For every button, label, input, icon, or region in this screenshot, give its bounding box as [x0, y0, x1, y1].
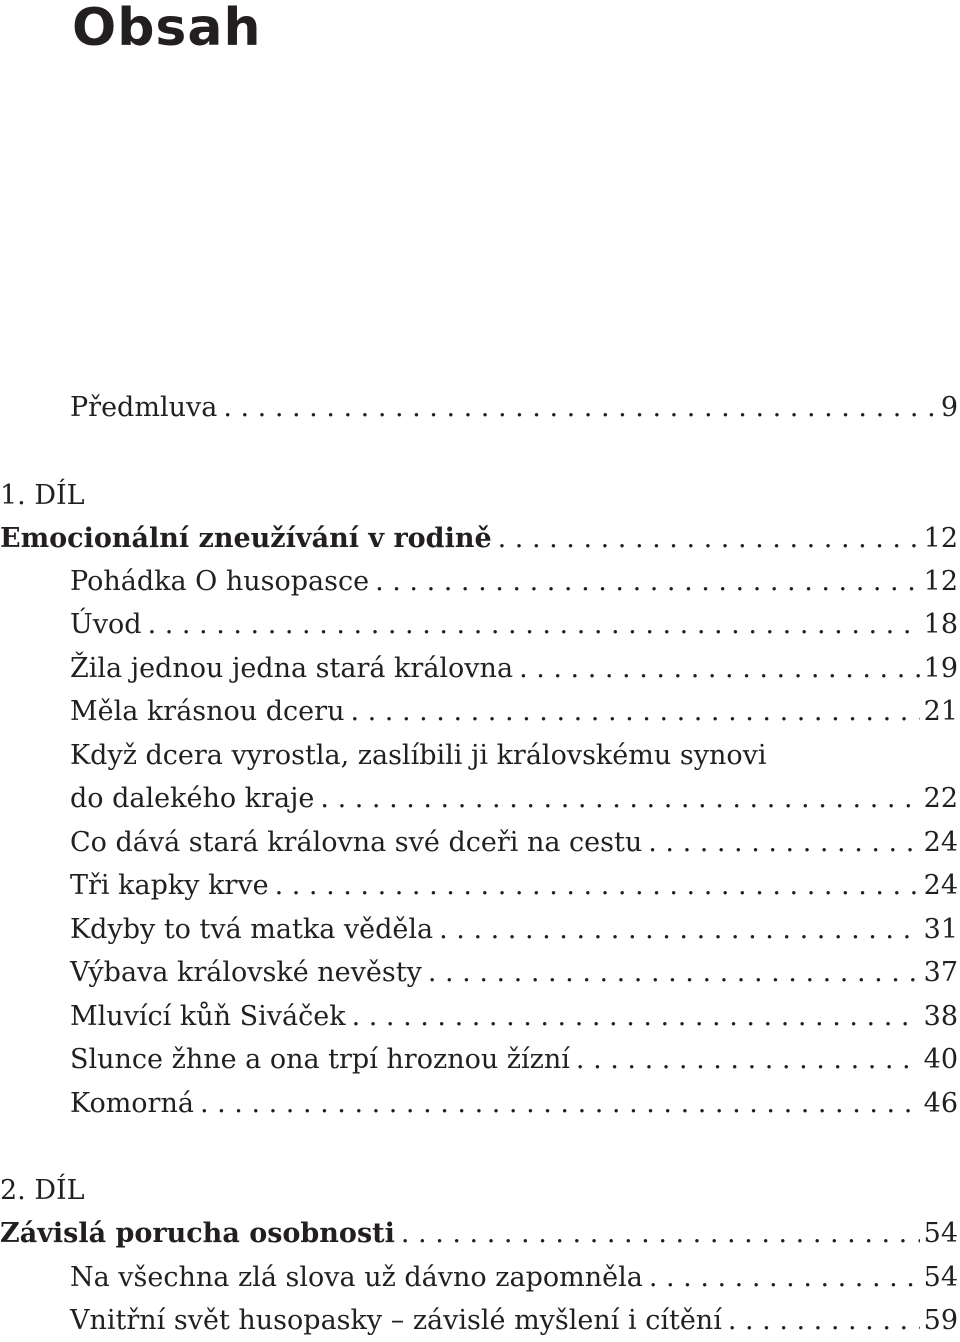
toc-entry-label: Když dcera vyrostla, zaslíbili ji královskému synovi [70, 740, 767, 771]
part-heading-label: 1. DÍL [0, 480, 85, 511]
toc-entry [70, 608, 958, 642]
dot-leader [519, 652, 920, 686]
toc-entry-label: Vnitřní svět husopasky – závislé myšlení i cítění [70, 1305, 722, 1336]
toc-entry-label: do dalekého kraje [70, 783, 315, 814]
dot-leader [649, 1261, 920, 1295]
toc-entry-label: Výbava královské nevěsty [70, 957, 422, 988]
toc-entry-label: Žila jednou jedna stará královna [70, 653, 514, 684]
toc-entry-continued [70, 739, 958, 773]
toc-entry-preface [70, 391, 958, 425]
toc-entry-page: 46 [923, 1088, 958, 1119]
dot-leader [200, 1087, 920, 1121]
toc-entry-label: Kdyby to tvá matka věděla [70, 914, 434, 945]
toc-entry [70, 913, 958, 947]
toc-entry-page: 31 [923, 914, 958, 945]
toc-entry [70, 565, 958, 599]
dot-leader [223, 391, 936, 425]
dot-leader [439, 913, 920, 947]
dot-leader [352, 1000, 920, 1034]
toc-entry-page: 19 [923, 653, 958, 684]
toc-entry [70, 956, 958, 990]
toc-entry [70, 1261, 958, 1295]
dot-leader [375, 565, 920, 599]
toc-entry-label: Komorná [70, 1088, 194, 1119]
toc-entry-page: 24 [923, 870, 958, 901]
toc-entry-label: Na všechna zlá slova už dávno zapomněla [70, 1262, 643, 1293]
dot-leader [576, 1043, 920, 1077]
part-heading-label: 2. DÍL [0, 1175, 85, 1206]
toc-chapter-page: 12 [923, 523, 958, 554]
toc-entry-label: Pohádka O husopasce [70, 566, 370, 597]
dot-leader [728, 1304, 920, 1338]
toc-entry-page: 37 [923, 957, 958, 988]
toc-entry-label: Měla krásnou dceru [70, 696, 345, 727]
toc-entry [70, 695, 958, 729]
toc-entry-page: 38 [923, 1001, 958, 1032]
toc-entry [70, 1087, 958, 1121]
toc-entry-page: 21 [923, 696, 958, 727]
toc-entry-label: Slunce žhne a ona trpí hroznou žízní [70, 1044, 570, 1075]
toc-entry-page: 40 [923, 1044, 958, 1075]
toc-entry-page: 59 [923, 1305, 958, 1336]
toc-chapter-label: Závislá porucha osobnosti [0, 1218, 395, 1249]
dot-leader [320, 782, 919, 816]
toc-entry-page: 12 [923, 566, 958, 597]
dot-leader [498, 522, 920, 556]
toc-entry-label: Co dává stará královna své dceři na cestu [70, 827, 643, 858]
part-heading-1 [0, 479, 958, 513]
dot-leader [428, 956, 920, 990]
toc-entry-label: Úvod [70, 609, 142, 640]
part-heading-2 [0, 1174, 958, 1208]
toc-entry-page: 18 [923, 609, 958, 640]
toc-entry-page: 9 [940, 392, 958, 423]
toc-entry [70, 826, 958, 860]
toc-chapter-2 [0, 1217, 958, 1251]
dot-leader [275, 869, 920, 903]
dot-leader [148, 608, 920, 642]
toc-entry-page: 24 [923, 827, 958, 858]
toc-entry [70, 652, 958, 686]
toc-entry [70, 1043, 958, 1077]
toc-entry-page: 54 [923, 1262, 958, 1293]
toc-entry [70, 869, 958, 903]
dot-leader [648, 826, 919, 860]
toc-chapter-1 [0, 522, 958, 556]
toc-entry-label: Tři kapky krve [70, 870, 269, 901]
toc-entry [70, 1304, 958, 1338]
toc-entry-label: Mluvící kůň Siváček [70, 1001, 346, 1032]
dot-leader [350, 695, 919, 729]
toc-entry [70, 1000, 958, 1034]
toc-chapter-label: Emocionální zneužívání v rodině [0, 523, 492, 554]
dot-leader [401, 1217, 920, 1251]
toc-entry [70, 782, 958, 816]
page-title: Obsah [72, 0, 262, 58]
toc-entry-page: 22 [923, 783, 958, 814]
toc-chapter-page: 54 [923, 1218, 958, 1249]
toc-entry-label: Předmluva [70, 392, 218, 423]
